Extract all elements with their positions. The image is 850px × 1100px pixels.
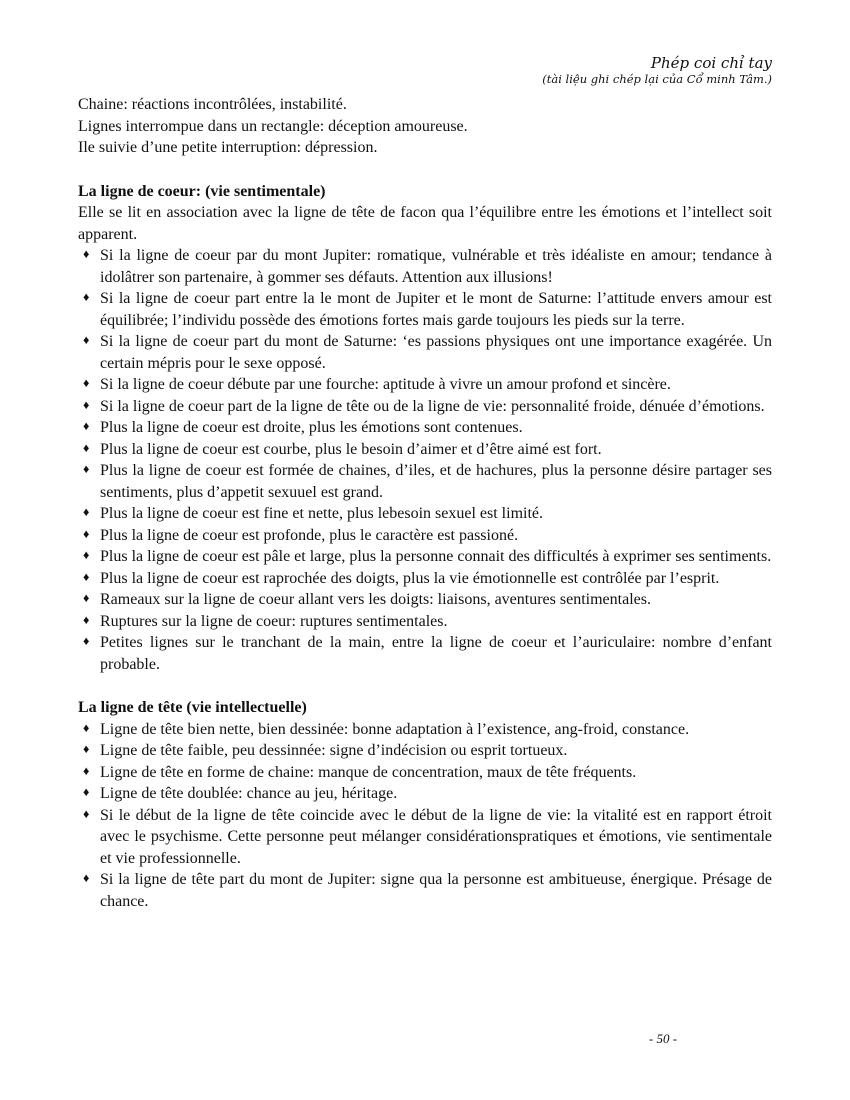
list-item-text: Ligne de tête bien nette, bien dessinée: bonne adaptation à l’existence, ang-froid, constance. bbox=[100, 720, 690, 738]
list-item-text: Plus la ligne de coeur est profonde, plus le caractère est passioné. bbox=[100, 526, 519, 544]
section-heading: La ligne de tête (vie intellectuelle) bbox=[78, 699, 307, 716]
diamond-bullet-icon: ♦ bbox=[83, 462, 90, 476]
list-item-text: Si la ligne de coeur débute par une fourche: aptitude à vivre un amour profond et sincère. bbox=[100, 376, 671, 393]
diamond-bullet-icon: ♦ bbox=[83, 742, 90, 756]
diamond-bullet-icon: ♦ bbox=[83, 333, 90, 347]
diamond-bullet-icon: ♦ bbox=[83, 763, 90, 778]
list-item bbox=[78, 869, 772, 912]
list-item-text: Plus la ligne de coeur est formée de chaines, d’iles, et de hachures, plus la personne désire partager ses sentiments, plus d’appetit sexuuel est grand. bbox=[100, 462, 772, 501]
list-item bbox=[78, 525, 772, 547]
list-item bbox=[78, 589, 772, 611]
list-item bbox=[78, 740, 772, 762]
list-item-text: Petites lignes sur le tranchant de la main, entre la ligne de coeur et l’auriculaire: nombre d’enfant probable. bbox=[100, 634, 772, 673]
section-ligne-de-tete bbox=[78, 697, 772, 912]
list-item bbox=[78, 568, 772, 590]
list-item bbox=[78, 331, 772, 374]
list-item bbox=[78, 805, 772, 870]
intro-line: Ile suivie d’une petite interruption: dépression. bbox=[78, 139, 378, 156]
diamond-bullet-icon: ♦ bbox=[83, 440, 90, 455]
list-item bbox=[78, 396, 772, 418]
bullet-list bbox=[78, 245, 772, 675]
intro-line: Chaine: réactions incontrôlées, instabilité. bbox=[78, 96, 347, 113]
list-item bbox=[78, 762, 772, 784]
page-number: - 50 - bbox=[648, 1031, 678, 1046]
list-item-text: Si le début de la ligne de tête coincide avec le début de la ligne de vie: la vitalité est en rapport étroit avec le psychisme. Cette personne peut mélanger considérationspratiques et émotions, vie sentimentale et vie professionnelle. bbox=[100, 806, 772, 867]
list-item bbox=[78, 783, 772, 805]
diamond-bullet-icon: ♦ bbox=[83, 290, 90, 304]
list-item bbox=[78, 719, 772, 741]
document-subtitle: (tài liệu ghi chép lại của Cổ minh Tâm.) bbox=[542, 72, 772, 86]
list-item-text: Plus la ligne de coeur est droite, plus les émotions sont contenues. bbox=[100, 419, 523, 436]
list-item-text: Plus la ligne de coeur est courbe, plus le besoin d’aimer et d’être aimé est fort. bbox=[100, 440, 602, 458]
document-header bbox=[78, 54, 772, 87]
list-item-text: Plus la ligne de coeur est raprochée des doigts, plus la vie émotionnelle est contrôlée par l’esprit. bbox=[100, 569, 720, 587]
list-item-text: Ligne de tête en forme de chaine: manque de concentration, maux de tête fréquents. bbox=[100, 763, 637, 781]
list-item bbox=[78, 288, 772, 331]
list-item-text: Rameaux sur la ligne de coeur allant vers les doigts: liaisons, aventures sentimentales. bbox=[100, 591, 651, 608]
list-item bbox=[78, 439, 772, 461]
list-item bbox=[78, 374, 772, 396]
list-item-text: Plus la ligne de coeur est fine et nette, plus lebesoin sexuel est limité. bbox=[100, 505, 543, 522]
diamond-bullet-icon: ♦ bbox=[83, 569, 90, 584]
list-item-text: Si la ligne de coeur part du mont de Saturne: ‘es passions physiques ont une importance exagérée. Un certain mépris pour le sexe opposé. bbox=[100, 333, 772, 372]
list-item-text: Ligne de tête doublée: chance au jeu, héritage. bbox=[100, 785, 398, 802]
section-heading: La ligne de coeur: (vie sentimentale) bbox=[78, 182, 326, 200]
diamond-bullet-icon: ♦ bbox=[83, 376, 90, 390]
diamond-bullet-icon: ♦ bbox=[83, 419, 90, 433]
diamond-bullet-icon: ♦ bbox=[83, 505, 90, 519]
diamond-bullet-icon: ♦ bbox=[83, 785, 90, 799]
list-item bbox=[78, 245, 772, 288]
list-item-text: Si la ligne de tête part du mont de Jupiter: signe qua la personne est ambitueuse, énergique. Présage de chance. bbox=[100, 871, 772, 910]
list-item bbox=[78, 632, 772, 675]
list-item bbox=[78, 460, 772, 503]
list-item bbox=[78, 546, 772, 568]
bullet-list bbox=[78, 719, 772, 913]
diamond-bullet-icon: ♦ bbox=[83, 634, 90, 648]
section-ligne-de-coeur bbox=[78, 181, 772, 676]
list-item-text: Si la ligne de coeur part de la ligne de tête ou de la ligne de vie: personnalité froide, dénuée d’émotions. bbox=[100, 397, 765, 415]
diamond-bullet-icon: ♦ bbox=[83, 612, 90, 627]
list-item-text: Plus la ligne de coeur est pâle et large, plus la personne connait des difficultés à exprimer ses sentiments. bbox=[100, 548, 772, 565]
list-item bbox=[78, 503, 772, 525]
section-paragraph: Elle se lit en association avec la ligne de tête de facon qua l’équilibre entre les émotions et l’intellect soit apparent. bbox=[78, 204, 772, 243]
list-item bbox=[78, 611, 772, 633]
intro-block bbox=[78, 94, 772, 159]
diamond-bullet-icon: ♦ bbox=[83, 871, 90, 885]
diamond-bullet-icon: ♦ bbox=[83, 806, 90, 821]
diamond-bullet-icon: ♦ bbox=[83, 720, 90, 735]
list-item-text: Ligne de tête faible, peu dessinnée: signe d’indécision ou esprit tortueux. bbox=[100, 742, 568, 759]
list-item-text: Si la ligne de coeur par du mont Jupiter: romatique, vulnérable et très idéaliste en amour; tendance à idolâtrer son partenaire, à gommer ses défauts. Attention aux illusions! bbox=[100, 247, 772, 286]
diamond-bullet-icon: ♦ bbox=[83, 591, 90, 605]
diamond-bullet-icon: ♦ bbox=[83, 526, 90, 541]
document-title: Phép coi chỉ tay bbox=[650, 54, 772, 72]
diamond-bullet-icon: ♦ bbox=[83, 397, 90, 412]
list-item bbox=[78, 417, 772, 439]
intro-line: Lignes interrompue dans un rectangle: déception amoureuse. bbox=[78, 117, 468, 135]
diamond-bullet-icon: ♦ bbox=[83, 548, 90, 562]
list-item-text: Ruptures sur la ligne de coeur: ruptures sentimentales. bbox=[100, 612, 448, 630]
diamond-bullet-icon: ♦ bbox=[83, 247, 90, 261]
list-item-text: Si la ligne de coeur part entre la le mont de Jupiter et le mont de Saturne: l’attitude envers amour est équilibrée; l’individu possède des émotions fortes mais garde toujours les pieds sur la terre. bbox=[100, 290, 772, 329]
